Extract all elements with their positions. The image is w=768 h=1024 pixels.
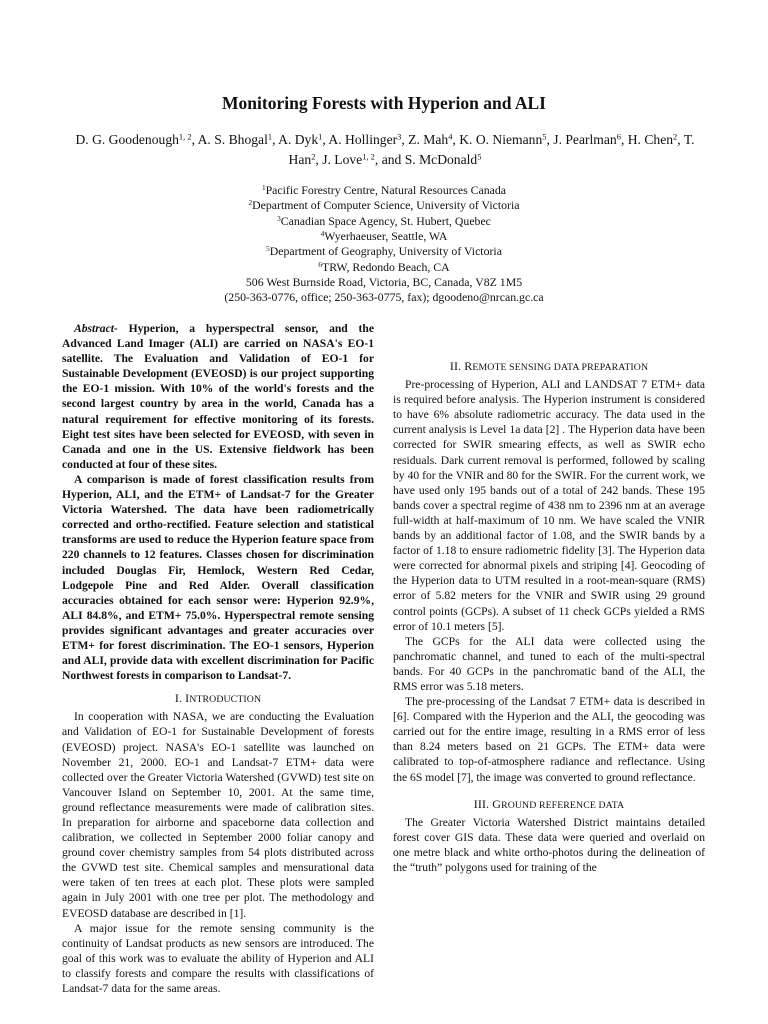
affiliation-number: 3	[277, 213, 281, 223]
affiliation-item	[0, 183, 768, 198]
section-initial: G	[492, 796, 502, 811]
remote-paragraph-3: The pre-processing of the Landsat 7 ETM+ data is described in [6]. Compared with the Hyperion and the ALI, the geocoding was carried out for the entire image, resulting in a RMS error of less than 8.24 meters based on 21 GCPs. The ETM+ data were calibrated to top-of-atmosphere radiance and reflectance. Using the 6S model [7], the image was converted to ground reflectance.	[393, 695, 705, 784]
affiliation-item	[0, 214, 768, 229]
author-name: K. O. Niemann	[459, 132, 543, 147]
author-name: D. G. Goodenough	[75, 132, 179, 147]
author-name: J. Pearlman	[553, 132, 617, 147]
remote-paragraph-1: Pre-processing of Hyperion, ALI and LANDSAT 7 ETM+ data is required before analysis. The Hyperion instrument is considered to have 6% absolute radiometric accuracy. The data used in the current analysis is Level 1a data [2] . The Hyperion data have been corrected for SWIR smearing effects, as well as SWIR echo residuals. Dark current removal is performed, followed by scaling by 40 for the VNIR and 80 for the SWIR. For the current work, we have used only 195 bands out of a total of 242 bands. These 195 bands cover a spectral regime of 438 nm to 2396 nm at an average full-width at half-maximum of 10 nm. We have scaled the VNIR bands by an additional factor of 1.08, and the SWIR bands by a factor of 1.18 to ensure radiometric fidelity [3]. The Hyperion data were corrected for abnormal pixels and striping [4]. Geocoding of the Hyperion data to UTM resulted in a root-mean-square (RMS) error of 5.82 meters for the VNIR and SWIR using 29 ground control points (GCPs). A subset of 11 check GCPs yielded a RMS error of 10.1 meters [5].	[393, 378, 705, 633]
abstract-paragraph-2: A comparison is made of forest classification results from Hyperion, ALI, and the ETM+ of Landsat-7 for the Greater Victoria Watershed. The data have been radiometrically corrected and ortho-rectified. Feature selection and statistical transforms are used to reduce the Hyperion feature space from 220 channels to 12 features. Classes chosen for discrimination included Douglas Fir, Hemlock, Western Red Cedar, Lodgepole Pine and Red Alder. Overall classification accuracies obtained for each sensor were: Hyperion 92.9%, ALI 84.8%, and ETM+ 75.0%. Hyperspectral remote sensing provides significant advantages and greater accuracies over ETM+ for forest discrimination. The EO-1 sensors, Hyperion and ALI, provide data with excellent discrimination for Pacific Northwest forests in comparison to Landsat-7.	[62, 472, 374, 683]
author-affiliation-mark: 2	[673, 131, 678, 142]
author-separator: ,	[315, 152, 323, 167]
intro-paragraph-1: In cooperation with NASA, we are conducting the Evaluation and Validation of EO-1 for Sustainable Development of forests (EVEOSD) project. NASA's EO-1 satellite was launched on November 21, 2000. EO-1 and Landsat-7 ETM+ data were collected over the Greater Victoria Watershed (GVWD) test site on Vancouver Island on September 10, 2001. At the same time, ground reflectance measurements were made of calibration sites. In preparation for airborne and spaceborne data collection and calibration, we collected in September 2000 foliar canopy and ground cover chemistry samples from 54 plots distributed across the GVWD test site. Chemical samples and mensurational data were taken of ten trees at each plot. These plots were sampled again in July 2001 with one tree per plot. The methodology and EVEOSD database are described in [1].	[62, 710, 374, 920]
affiliation-item	[0, 244, 768, 259]
right-column	[393, 321, 705, 875]
author-name: A. Dyk	[278, 132, 319, 147]
contact-line: (250-363-0776, office; 250-363-0775, fax); dgoodeno@nrcan.gc.ca	[224, 290, 544, 305]
section-number: II.	[449, 359, 465, 373]
affiliation-text: Pacific Forestry Centre, Natural Resources Canada	[265, 183, 507, 197]
author-separator: ,	[452, 132, 460, 147]
section-title-rest: EMOTE SENSING DATA PREPARATION	[472, 362, 649, 373]
paper-title: Monitoring Forests with Hyperion and ALI	[222, 93, 546, 113]
section-heading-introduction	[62, 691, 374, 707]
abstract-paragraph-1	[62, 321, 374, 472]
affiliation-block	[0, 183, 768, 306]
section-initial: I	[185, 691, 190, 706]
address-line: 506 West Burnside Road, Victoria, BC, Canada, V8Z 1M5	[245, 275, 523, 290]
section-title-rest: NTRODUCTION	[189, 694, 262, 706]
author-separator: ,	[401, 132, 409, 147]
section-title-rest: ROUND REFERENCE DATA	[501, 799, 625, 811]
author-separator: ,	[191, 132, 198, 147]
author-name: A. S. Bhogal	[197, 132, 268, 147]
author-affiliation-mark: 1, 2	[362, 151, 375, 162]
author-separator: ,	[546, 132, 554, 147]
author-affiliation-mark: 5	[477, 151, 482, 162]
affiliation-number: 1	[261, 182, 266, 192]
affiliation-text: Wyerhaeuser, Seattle, WA	[324, 229, 448, 244]
affiliation-number: 5	[266, 244, 270, 254]
author-affiliation-mark: 6	[616, 131, 621, 142]
author-name: H. Chen	[627, 132, 674, 147]
author-separator: ,	[620, 132, 628, 147]
left-column	[62, 321, 374, 996]
affiliation-number: 6	[318, 259, 322, 269]
section-number: I.	[174, 691, 186, 706]
author-name: A. Hollinger	[328, 132, 398, 147]
author-affiliation-mark: 4	[448, 131, 453, 142]
section-initial: R	[464, 359, 473, 373]
section-heading-ground-reference	[393, 797, 705, 813]
author-separator: ,	[322, 132, 329, 147]
affiliation-item	[0, 229, 768, 244]
affiliation-number: 4	[320, 229, 325, 239]
section-heading-remote-sensing	[393, 359, 705, 375]
abstract	[62, 321, 374, 683]
abstract-text-1: Hyperion, a hyperspectral sensor, and the Advanced Land Imager (ALI) are carried on NASA's EO-1 satellite. The Evaluation and Validation of EO-1 for Sustainable Development (EVEOSD) is our project supporting the EO-1 mission. With 10% of the world's forests and the second largest country by area in the world, Canada has a natural requirement for effective monitoring of its forests. Eight test sites have been selected for EVEOSD, with seven in Canada and one in the US. Extensive fieldwork has been conducted at four of these sites.	[62, 322, 374, 471]
author-separator: ,	[272, 132, 279, 147]
affiliation-item	[0, 260, 768, 275]
author-separator: , and	[374, 152, 405, 167]
abstract-label: Abstract-	[74, 322, 118, 335]
remote-paragraph-2: The GCPs for the ALI data were collected using the panchromatic channel, and tuned to each of the multi-spectral bands. For 40 GCPs in the panchromatic band of the ALI, the RMS error was 5.18 meters.	[393, 634, 705, 693]
affiliation-item	[0, 198, 768, 213]
affiliation-text: TRW, Redondo Beach, CA	[321, 259, 450, 274]
author-affiliation-mark: 5	[542, 131, 547, 142]
author-name: Z. Mah	[408, 132, 449, 147]
author-name: T. Han	[288, 132, 695, 167]
author-affiliation-mark: 3	[397, 131, 402, 142]
author-list	[62, 130, 708, 170]
section-number: III.	[473, 796, 493, 811]
affiliation-list	[0, 183, 768, 275]
affiliation-number: 2	[248, 198, 253, 208]
affiliation-text: Department of Computer Science, University of Victoria	[252, 198, 520, 213]
author-name: S. McDonald	[404, 152, 478, 167]
author-name: J. Love	[322, 152, 363, 167]
ground-paragraph-1: The Greater Victoria Watershed District maintains detailed forest cover GIS data. These data were queried and overlaid on one metre black and white ortho-photos during the delineation of the “truth” polygons used for training of the	[393, 815, 705, 874]
author-affiliation-mark: 1, 2	[178, 131, 192, 142]
affiliation-text: Department of Geography, University of Victoria	[269, 244, 502, 259]
author-affiliation-mark: 1	[267, 131, 273, 142]
author-separator: ,	[677, 132, 684, 147]
affiliation-text: Canadian Space Agency, St. Hubert, Quebec	[280, 213, 491, 228]
intro-paragraph-2a: A major issue for the remote sensing community is the continuity of Landsat products as new sensors are introduced. The goal of this work was to evaluate the ability of Hyperion and ALI to classify forests and compare the results with classifications of Landsat-7 data for the same areas.	[62, 921, 374, 996]
author-affiliation-mark: 2	[311, 151, 316, 162]
author-affiliation-mark: 1	[318, 131, 323, 142]
